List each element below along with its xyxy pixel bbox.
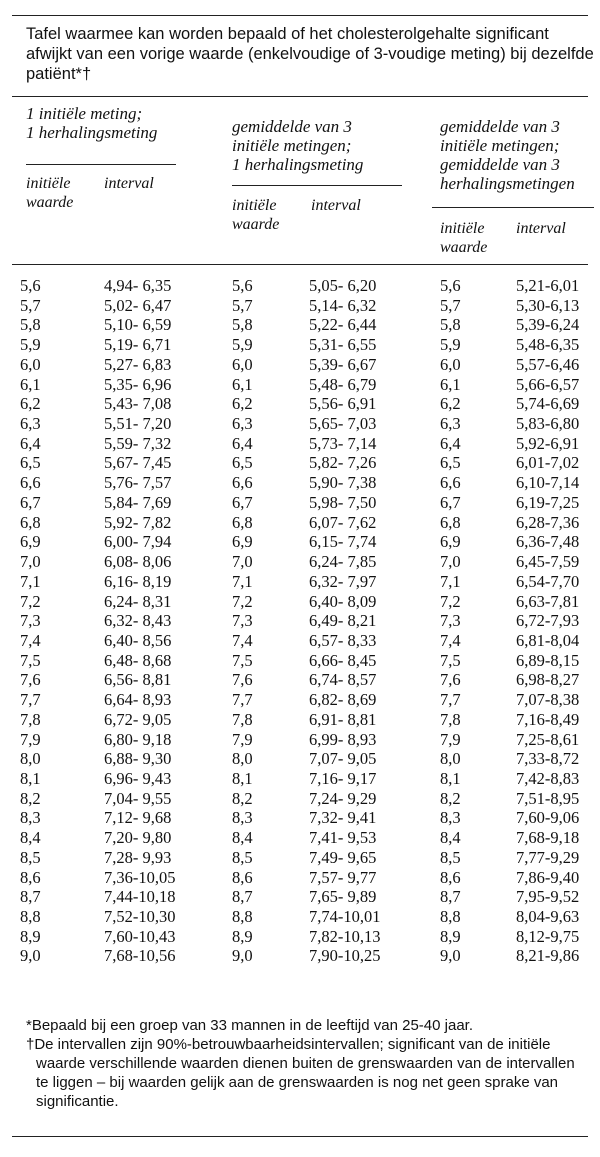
initial-value-1-cell: 6,0 [20, 354, 41, 374]
group-2-interval-header: interval [311, 197, 361, 214]
interval-2-cell: 7,16- 9,17 [309, 768, 377, 788]
table-row [0, 927, 600, 947]
interval-3-cell: 6,19-7,25 [516, 492, 580, 512]
group-3-underline [432, 207, 594, 208]
initial-value-3-cell: 6,4 [440, 433, 461, 453]
interval-3-cell: 7,95-9,52 [516, 887, 580, 907]
interval-2-cell: 6,82- 8,69 [309, 690, 377, 710]
initial-value-3-cell: 8,6 [440, 867, 461, 887]
initial-value-3-cell: 6,2 [440, 394, 461, 414]
initial-value-1-cell: 5,7 [20, 295, 41, 315]
initial-value-2-cell: 6,3 [232, 414, 253, 434]
interval-3-cell: 6,28-7,36 [516, 512, 580, 532]
initial-value-3-cell: 5,6 [440, 276, 461, 295]
interval-1-cell: 7,44-10,18 [104, 887, 176, 907]
interval-3-cell: 7,25-8,61 [516, 729, 580, 749]
interval-3-cell: 5,30-6,13 [516, 295, 580, 315]
interval-2-cell: 5,90- 7,38 [309, 473, 377, 493]
interval-1-cell: 5,76- 7,57 [104, 473, 172, 493]
table-row [0, 276, 600, 296]
table-row [0, 493, 600, 513]
interval-3-cell: 7,60-9,06 [516, 808, 580, 828]
initial-value-3-cell: 6,0 [440, 354, 461, 374]
interval-2-cell: 7,49- 9,65 [309, 847, 377, 867]
initial-value-3-cell: 6,7 [440, 492, 461, 512]
table-row [0, 453, 600, 473]
initial-value-2-cell: 8,2 [232, 788, 253, 808]
table-row [0, 434, 600, 454]
initial-value-1-cell: 6,4 [20, 433, 41, 453]
initial-value-1-cell: 8,2 [20, 788, 41, 808]
interval-2-cell: 6,07- 7,62 [309, 512, 377, 532]
interval-2-cell: 7,32- 9,41 [309, 808, 377, 828]
interval-2-cell: 5,98- 7,50 [309, 492, 377, 512]
interval-1-cell: 6,80- 9,18 [104, 729, 172, 749]
interval-1-cell: 7,60-10,43 [104, 926, 176, 946]
interval-3-cell: 6,10-7,14 [516, 473, 580, 493]
interval-3-cell: 7,68-9,18 [516, 828, 580, 848]
interval-2-cell: 6,32- 7,97 [309, 571, 377, 591]
initial-value-1-cell: 6,6 [20, 473, 41, 493]
group-2-initial-header: initiële waarde [232, 197, 280, 233]
initial-value-2-cell: 8,9 [232, 926, 253, 946]
interval-3-cell: 5,83-6,80 [516, 414, 580, 434]
initial-value-1-cell: 9,0 [20, 946, 41, 966]
interval-3-cell: 5,74-6,69 [516, 394, 580, 414]
initial-value-3-cell: 6,3 [440, 414, 461, 434]
initial-value-2-cell: 5,8 [232, 315, 253, 335]
interval-3-cell: 6,81-8,04 [516, 630, 580, 650]
initial-value-2-cell: 6,6 [232, 473, 253, 493]
interval-2-cell: 6,74- 8,57 [309, 670, 377, 690]
initial-value-2-cell: 6,5 [232, 453, 253, 473]
initial-value-2-cell: 7,3 [232, 611, 253, 631]
table-row [0, 532, 600, 552]
interval-1-cell: 5,92- 7,82 [104, 512, 172, 532]
initial-value-2-cell: 7,0 [232, 552, 253, 572]
table-body [0, 276, 600, 966]
initial-value-1-cell: 8,3 [20, 808, 41, 828]
interval-3-cell: 5,21-6,01 [516, 276, 580, 295]
interval-1-cell: 5,59- 7,32 [104, 433, 172, 453]
interval-1-cell: 5,02- 6,47 [104, 295, 172, 315]
interval-1-cell: 7,36-10,05 [104, 867, 176, 887]
table-row [0, 552, 600, 572]
table-row [0, 749, 600, 769]
interval-1-cell: 5,10- 6,59 [104, 315, 172, 335]
group-1-underline [26, 164, 176, 165]
table-row [0, 611, 600, 631]
initial-value-3-cell: 8,1 [440, 768, 461, 788]
initial-value-2-cell: 6,0 [232, 354, 253, 374]
initial-value-2-cell: 7,1 [232, 571, 253, 591]
initial-value-2-cell: 8,3 [232, 808, 253, 828]
interval-1-cell: 6,16- 8,19 [104, 571, 172, 591]
interval-2-cell: 5,31- 6,55 [309, 335, 377, 355]
interval-3-cell: 7,86-9,40 [516, 867, 580, 887]
interval-3-cell: 6,98-8,27 [516, 670, 580, 690]
group-3-heading: gemiddelde van 3 initiële metingen; gemiddelde van 3 herhalingsmetingen [440, 117, 575, 193]
initial-value-2-cell: 8,8 [232, 907, 253, 926]
initial-value-1-cell: 5,6 [20, 276, 41, 295]
interval-3-cell: 8,21-9,86 [516, 946, 580, 966]
initial-value-1-cell: 6,7 [20, 492, 41, 512]
initial-value-1-cell: 7,5 [20, 650, 41, 670]
interval-2-cell: 7,07- 9,05 [309, 749, 377, 769]
initial-value-1-cell: 7,1 [20, 571, 41, 591]
interval-3-cell: 8,04-9,63 [516, 907, 580, 926]
interval-1-cell: 6,96- 9,43 [104, 768, 172, 788]
initial-value-3-cell: 7,0 [440, 552, 461, 572]
top-rule [12, 15, 588, 16]
initial-value-3-cell: 6,8 [440, 512, 461, 532]
body-rule [12, 264, 588, 265]
header-rule [12, 96, 588, 97]
initial-value-3-cell: 7,1 [440, 571, 461, 591]
interval-2-cell: 5,65- 7,03 [309, 414, 377, 434]
initial-value-1-cell: 8,7 [20, 887, 41, 907]
interval-3-cell: 5,57-6,46 [516, 354, 580, 374]
interval-1-cell: 6,48- 8,68 [104, 650, 172, 670]
table-row [0, 907, 600, 927]
table-row [0, 670, 600, 690]
interval-3-cell: 5,48-6,35 [516, 335, 580, 355]
interval-1-cell: 6,56- 8,81 [104, 670, 172, 690]
initial-value-2-cell: 8,0 [232, 749, 253, 769]
interval-2-cell: 6,57- 8,33 [309, 630, 377, 650]
interval-3-cell: 6,01-7,02 [516, 453, 580, 473]
interval-1-cell: 5,35- 6,96 [104, 374, 172, 394]
interval-2-cell: 7,57- 9,77 [309, 867, 377, 887]
interval-2-cell: 5,48- 6,79 [309, 374, 377, 394]
group-3-interval-header: interval [516, 220, 566, 237]
interval-1-cell: 5,19- 6,71 [104, 335, 172, 355]
interval-3-cell: 5,92-6,91 [516, 433, 580, 453]
table-row [0, 355, 600, 375]
initial-value-1-cell: 8,4 [20, 828, 41, 848]
interval-1-cell: 6,72- 9,05 [104, 709, 172, 729]
table-row [0, 315, 600, 335]
interval-2-cell: 5,05- 6,20 [309, 276, 377, 295]
table-row [0, 769, 600, 789]
initial-value-1-cell: 6,5 [20, 453, 41, 473]
interval-1-cell: 6,40- 8,56 [104, 630, 172, 650]
initial-value-3-cell: 7,9 [440, 729, 461, 749]
interval-3-cell: 6,89-8,15 [516, 650, 580, 670]
initial-value-1-cell: 7,9 [20, 729, 41, 749]
table-row [0, 592, 600, 612]
initial-value-3-cell: 7,2 [440, 591, 461, 611]
initial-value-3-cell: 5,8 [440, 315, 461, 335]
interval-1-cell: 7,52-10,30 [104, 907, 176, 926]
initial-value-1-cell: 8,8 [20, 907, 41, 926]
table-row [0, 710, 600, 730]
initial-value-3-cell: 7,7 [440, 690, 461, 710]
initial-value-3-cell: 8,8 [440, 907, 461, 926]
initial-value-1-cell: 5,9 [20, 335, 41, 355]
interval-2-cell: 6,24- 7,85 [309, 552, 377, 572]
initial-value-3-cell: 5,9 [440, 335, 461, 355]
group-2-underline [232, 185, 402, 186]
initial-value-1-cell: 7,2 [20, 591, 41, 611]
initial-value-3-cell: 8,4 [440, 828, 461, 848]
initial-value-2-cell: 7,4 [232, 630, 253, 650]
table-row [0, 394, 600, 414]
initial-value-1-cell: 6,9 [20, 532, 41, 552]
initial-value-3-cell: 6,5 [440, 453, 461, 473]
interval-2-cell: 6,40- 8,09 [309, 591, 377, 611]
table-row [0, 473, 600, 493]
initial-value-2-cell: 6,7 [232, 492, 253, 512]
initial-value-2-cell: 7,8 [232, 709, 253, 729]
initial-value-1-cell: 7,7 [20, 690, 41, 710]
initial-value-2-cell: 6,1 [232, 374, 253, 394]
interval-1-cell: 4,94- 6,35 [104, 276, 172, 295]
table-row [0, 808, 600, 828]
initial-value-3-cell: 6,6 [440, 473, 461, 493]
initial-value-1-cell: 6,8 [20, 512, 41, 532]
initial-value-2-cell: 8,1 [232, 768, 253, 788]
initial-value-2-cell: 6,4 [232, 433, 253, 453]
interval-3-cell: 8,12-9,75 [516, 926, 580, 946]
table-row [0, 335, 600, 355]
interval-1-cell: 5,27- 6,83 [104, 354, 172, 374]
initial-value-1-cell: 7,8 [20, 709, 41, 729]
interval-1-cell: 5,43- 7,08 [104, 394, 172, 414]
table-row [0, 690, 600, 710]
table-row [0, 868, 600, 888]
table-row [0, 651, 600, 671]
interval-2-cell: 7,74-10,01 [309, 907, 381, 926]
group-2-heading: gemiddelde van 3 initiële metingen; 1 herhalingsmeting [232, 117, 364, 174]
table-row [0, 375, 600, 395]
interval-3-cell: 6,72-7,93 [516, 611, 580, 631]
table-row [0, 789, 600, 809]
footnotes [26, 1016, 588, 1111]
interval-1-cell: 6,64- 8,93 [104, 690, 172, 710]
group-1-interval-header: interval [104, 175, 154, 192]
initial-value-1-cell: 7,3 [20, 611, 41, 631]
initial-value-2-cell: 7,2 [232, 591, 253, 611]
table-row [0, 848, 600, 868]
initial-value-2-cell: 7,9 [232, 729, 253, 749]
interval-3-cell: 5,39-6,24 [516, 315, 580, 335]
group-1-initial-header: initiële waarde [26, 175, 74, 211]
interval-2-cell: 7,24- 9,29 [309, 788, 377, 808]
initial-value-1-cell: 5,8 [20, 315, 41, 335]
interval-2-cell: 5,39- 6,67 [309, 354, 377, 374]
interval-2-cell: 7,90-10,25 [309, 946, 381, 966]
interval-1-cell: 7,28- 9,93 [104, 847, 172, 867]
table-row [0, 572, 600, 592]
interval-2-cell: 5,22- 6,44 [309, 315, 377, 335]
table-row [0, 631, 600, 651]
initial-value-2-cell: 7,5 [232, 650, 253, 670]
initial-value-2-cell: 5,6 [232, 276, 253, 295]
initial-value-2-cell: 9,0 [232, 946, 253, 966]
interval-1-cell: 7,12- 9,68 [104, 808, 172, 828]
table-row [0, 730, 600, 750]
interval-3-cell: 6,45-7,59 [516, 552, 580, 572]
initial-value-1-cell: 8,1 [20, 768, 41, 788]
initial-value-1-cell: 6,2 [20, 394, 41, 414]
table-row [0, 887, 600, 907]
table-row [0, 296, 600, 316]
initial-value-1-cell: 8,0 [20, 749, 41, 769]
interval-2-cell: 5,14- 6,32 [309, 295, 377, 315]
table-row [0, 513, 600, 533]
interval-1-cell: 7,04- 9,55 [104, 788, 172, 808]
initial-value-1-cell: 7,6 [20, 670, 41, 690]
initial-value-1-cell: 8,6 [20, 867, 41, 887]
table-row [0, 414, 600, 434]
initial-value-2-cell: 5,9 [232, 335, 253, 355]
initial-value-1-cell: 6,1 [20, 374, 41, 394]
interval-3-cell: 6,63-7,81 [516, 591, 580, 611]
interval-2-cell: 6,66- 8,45 [309, 650, 377, 670]
initial-value-3-cell: 8,3 [440, 808, 461, 828]
initial-value-2-cell: 5,7 [232, 295, 253, 315]
footnote-dagger: †De intervallen zijn 90%-betrouwbaarheidsintervallen; significant van de initiële waarde verschillende waarden dienen buiten de grenswaarden van de intervallen te liggen – bij waarden gelijk aan de grenswaarden is nog net geen sprake van significantie. [26, 1036, 575, 1110]
interval-3-cell: 7,16-8,49 [516, 709, 580, 729]
table-row [0, 828, 600, 848]
initial-value-1-cell: 7,4 [20, 630, 41, 650]
bottom-rule [12, 1136, 588, 1137]
interval-3-cell: 7,42-8,83 [516, 768, 580, 788]
interval-1-cell: 6,00- 7,94 [104, 532, 172, 552]
initial-value-3-cell: 8,7 [440, 887, 461, 907]
interval-3-cell: 7,51-8,95 [516, 788, 580, 808]
initial-value-2-cell: 8,5 [232, 847, 253, 867]
table-row [0, 946, 600, 966]
initial-value-3-cell: 5,7 [440, 295, 461, 315]
interval-2-cell: 7,82-10,13 [309, 926, 381, 946]
initial-value-2-cell: 8,7 [232, 887, 253, 907]
initial-value-2-cell: 6,8 [232, 512, 253, 532]
group-3-initial-header: initiële waarde [440, 220, 488, 256]
initial-value-3-cell: 8,5 [440, 847, 461, 867]
interval-1-cell: 5,51- 7,20 [104, 414, 172, 434]
interval-2-cell: 6,91- 8,81 [309, 709, 377, 729]
interval-1-cell: 5,84- 7,69 [104, 492, 172, 512]
initial-value-1-cell: 8,5 [20, 847, 41, 867]
interval-3-cell: 6,36-7,48 [516, 532, 580, 552]
interval-2-cell: 6,49- 8,21 [309, 611, 377, 631]
table-title: Tafel waarmee kan worden bepaald of het cholesterolgehalte significant afwijkt van een vorige waarde (enkelvoudige of 3-voudige meting) bij dezelfde patiënt*† [26, 25, 594, 83]
interval-1-cell: 6,88- 9,30 [104, 749, 172, 769]
interval-2-cell: 5,73- 7,14 [309, 433, 377, 453]
interval-1-cell: 7,20- 9,80 [104, 828, 172, 848]
interval-1-cell: 6,32- 8,43 [104, 611, 172, 631]
interval-1-cell: 6,24- 8,31 [104, 591, 172, 611]
initial-value-1-cell: 7,0 [20, 552, 41, 572]
initial-value-3-cell: 8,9 [440, 926, 461, 946]
initial-value-2-cell: 7,7 [232, 690, 253, 710]
initial-value-3-cell: 7,4 [440, 630, 461, 650]
initial-value-3-cell: 8,0 [440, 749, 461, 769]
initial-value-3-cell: 6,1 [440, 374, 461, 394]
interval-1-cell: 6,08- 8,06 [104, 552, 172, 572]
interval-1-cell: 5,67- 7,45 [104, 453, 172, 473]
initial-value-1-cell: 8,9 [20, 926, 41, 946]
initial-value-3-cell: 7,8 [440, 709, 461, 729]
initial-value-3-cell: 7,3 [440, 611, 461, 631]
footnote-star: *Bepaald bij een groep van 33 mannen in de leeftijd van 25-40 jaar. [26, 1017, 473, 1034]
interval-2-cell: 6,15- 7,74 [309, 532, 377, 552]
initial-value-1-cell: 6,3 [20, 414, 41, 434]
initial-value-2-cell: 7,6 [232, 670, 253, 690]
initial-value-3-cell: 7,6 [440, 670, 461, 690]
interval-3-cell: 7,77-9,29 [516, 847, 580, 867]
initial-value-3-cell: 9,0 [440, 946, 461, 966]
interval-3-cell: 7,07-8,38 [516, 690, 580, 710]
interval-3-cell: 6,54-7,70 [516, 571, 580, 591]
initial-value-2-cell: 6,2 [232, 394, 253, 414]
initial-value-3-cell: 6,9 [440, 532, 461, 552]
interval-3-cell: 5,66-6,57 [516, 374, 580, 394]
interval-1-cell: 7,68-10,56 [104, 946, 176, 966]
initial-value-3-cell: 7,5 [440, 650, 461, 670]
initial-value-2-cell: 6,9 [232, 532, 253, 552]
interval-2-cell: 7,41- 9,53 [309, 828, 377, 848]
initial-value-2-cell: 8,4 [232, 828, 253, 848]
interval-2-cell: 6,99- 8,93 [309, 729, 377, 749]
group-1-heading: 1 initiële meting; 1 herhalingsmeting [26, 104, 158, 142]
interval-3-cell: 7,33-8,72 [516, 749, 580, 769]
initial-value-3-cell: 8,2 [440, 788, 461, 808]
interval-2-cell: 5,82- 7,26 [309, 453, 377, 473]
initial-value-2-cell: 8,6 [232, 867, 253, 887]
interval-2-cell: 5,56- 6,91 [309, 394, 377, 414]
interval-2-cell: 7,65- 9,89 [309, 887, 377, 907]
